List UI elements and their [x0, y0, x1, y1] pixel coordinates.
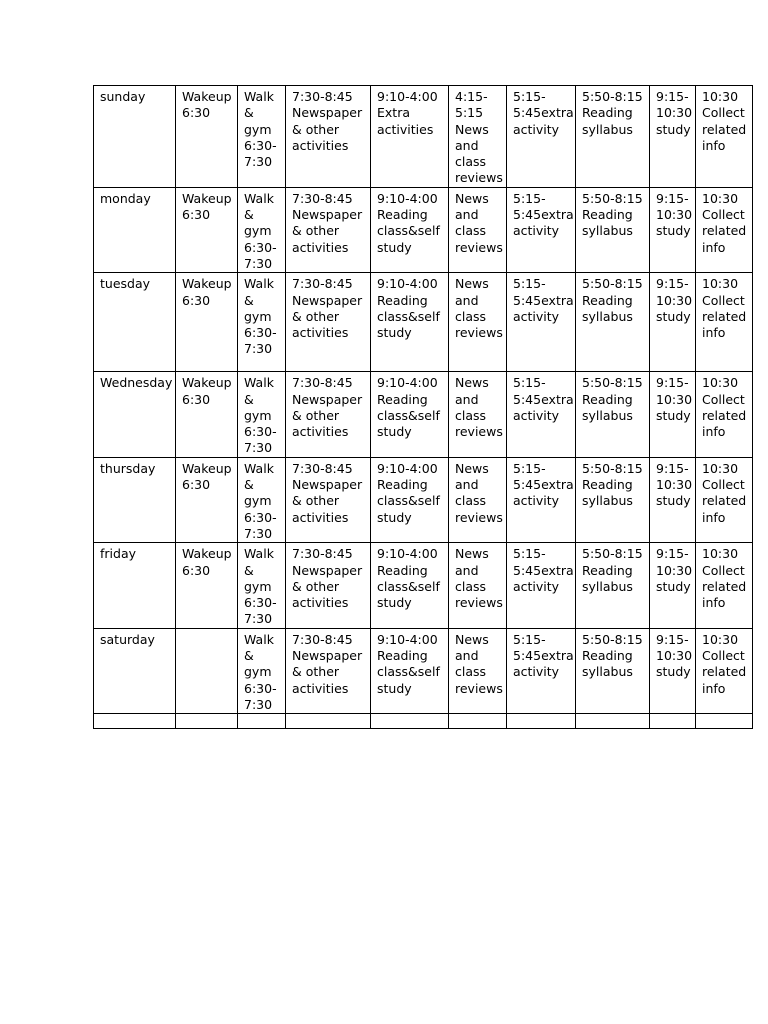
reviews-cell: News and class reviews: [449, 372, 507, 457]
empty-cell: [507, 714, 576, 729]
extra-activity-cell: 5:15- 5:45extra activity: [507, 187, 576, 272]
collect-info-cell: 10:30 Collect related info: [696, 273, 753, 372]
table-row-sunday: [94, 86, 753, 188]
wakeup-cell: Wakeup 6:30: [176, 86, 238, 188]
syllabus-cell: 5:50-8:15 Reading syllabus: [576, 86, 650, 188]
table-row-wednesday: [94, 372, 753, 457]
empty-cell: [696, 714, 753, 729]
table-row-thursday: [94, 457, 753, 542]
empty-cell: [286, 714, 371, 729]
extra-activity-cell: 5:15- 5:45extra activity: [507, 628, 576, 713]
reviews-cell: News and class reviews: [449, 273, 507, 372]
study-cell: 9:15- 10:30 study: [650, 372, 696, 457]
reviews-cell: News and class reviews: [449, 457, 507, 542]
study-cell: 9:15- 10:30 study: [650, 86, 696, 188]
newspaper-cell: 7:30-8:45 Newspaper & other activities: [286, 187, 371, 272]
table-row-tuesday: [94, 273, 753, 372]
day-cell: monday: [94, 187, 176, 272]
empty-cell: [449, 714, 507, 729]
newspaper-cell: 7:30-8:45 Newspaper & other activities: [286, 86, 371, 188]
day-cell: sunday: [94, 86, 176, 188]
empty-cell: [576, 714, 650, 729]
walk-gym-cell: Walk & gym 6:30- 7:30: [238, 628, 286, 713]
syllabus-cell: 5:50-8:15 Reading syllabus: [576, 543, 650, 628]
walk-gym-cell: Walk & gym 6:30- 7:30: [238, 187, 286, 272]
syllabus-cell: 5:50-8:15 Reading syllabus: [576, 372, 650, 457]
daytime-cell: 9:10-4:00 Reading class&self study: [371, 543, 449, 628]
empty-cell: [238, 714, 286, 729]
study-cell: 9:15- 10:30 study: [650, 628, 696, 713]
daytime-cell: 9:10-4:00 Reading class&self study: [371, 372, 449, 457]
daytime-cell: 9:10-4:00 Reading class&self study: [371, 187, 449, 272]
day-cell: tuesday: [94, 273, 176, 372]
walk-gym-cell: Walk & gym 6:30- 7:30: [238, 273, 286, 372]
collect-info-cell: 10:30 Collect related info: [696, 372, 753, 457]
collect-info-cell: 10:30 Collect related info: [696, 628, 753, 713]
collect-info-cell: 10:30 Collect related info: [696, 187, 753, 272]
empty-cell: [650, 714, 696, 729]
walk-gym-cell: Walk & gym 6:30- 7:30: [238, 543, 286, 628]
wakeup-cell: Wakeup 6:30: [176, 187, 238, 272]
study-cell: 9:15- 10:30 study: [650, 457, 696, 542]
daytime-cell: 9:10-4:00 Extra activities: [371, 86, 449, 188]
newspaper-cell: 7:30-8:45 Newspaper & other activities: [286, 273, 371, 372]
reviews-cell: News and class reviews: [449, 628, 507, 713]
day-cell: friday: [94, 543, 176, 628]
wakeup-cell: Wakeup 6:30: [176, 543, 238, 628]
schedule-table: [93, 85, 753, 729]
day-cell: thursday: [94, 457, 176, 542]
wakeup-cell: Wakeup 6:30: [176, 372, 238, 457]
collect-info-cell: 10:30 Collect related info: [696, 86, 753, 188]
reviews-cell: News and class reviews: [449, 187, 507, 272]
table-row-friday: [94, 543, 753, 628]
syllabus-cell: 5:50-8:15 Reading syllabus: [576, 628, 650, 713]
extra-activity-cell: 5:15- 5:45extra activity: [507, 372, 576, 457]
reviews-cell: 4:15- 5:15 News and class reviews: [449, 86, 507, 188]
walk-gym-cell: Walk & gym 6:30- 7:30: [238, 457, 286, 542]
empty-cell: [94, 714, 176, 729]
walk-gym-cell: Walk & gym 6:30- 7:30: [238, 372, 286, 457]
table-row-monday: [94, 187, 753, 272]
newspaper-cell: 7:30-8:45 Newspaper & other activities: [286, 543, 371, 628]
syllabus-cell: 5:50-8:15 Reading syllabus: [576, 457, 650, 542]
empty-cell: [371, 714, 449, 729]
newspaper-cell: 7:30-8:45 Newspaper & other activities: [286, 628, 371, 713]
wakeup-cell: Wakeup 6:30: [176, 457, 238, 542]
extra-activity-cell: 5:15- 5:45extra activity: [507, 457, 576, 542]
extra-activity-cell: 5:15- 5:45extra activity: [507, 543, 576, 628]
reviews-cell: News and class reviews: [449, 543, 507, 628]
syllabus-cell: 5:50-8:15 Reading syllabus: [576, 187, 650, 272]
wakeup-cell: Wakeup 6:30: [176, 273, 238, 372]
study-cell: 9:15- 10:30 study: [650, 543, 696, 628]
study-cell: 9:15- 10:30 study: [650, 187, 696, 272]
newspaper-cell: 7:30-8:45 Newspaper & other activities: [286, 372, 371, 457]
empty-cell: [176, 714, 238, 729]
daytime-cell: 9:10-4:00 Reading class&self study: [371, 457, 449, 542]
day-cell: Wednesday: [94, 372, 176, 457]
daytime-cell: 9:10-4:00 Reading class&self study: [371, 628, 449, 713]
walk-gym-cell: Walk & gym 6:30- 7:30: [238, 86, 286, 188]
extra-activity-cell: 5:15- 5:45extra activity: [507, 86, 576, 188]
syllabus-cell: 5:50-8:15 Reading syllabus: [576, 273, 650, 372]
collect-info-cell: 10:30 Collect related info: [696, 457, 753, 542]
daytime-cell: 9:10-4:00 Reading class&self study: [371, 273, 449, 372]
study-cell: 9:15- 10:30 study: [650, 273, 696, 372]
wakeup-cell: [176, 628, 238, 713]
table-row-empty: [94, 714, 753, 729]
newspaper-cell: 7:30-8:45 Newspaper & other activities: [286, 457, 371, 542]
extra-activity-cell: 5:15- 5:45extra activity: [507, 273, 576, 372]
table-row-saturday: [94, 628, 753, 713]
collect-info-cell: 10:30 Collect related info: [696, 543, 753, 628]
day-cell: saturday: [94, 628, 176, 713]
